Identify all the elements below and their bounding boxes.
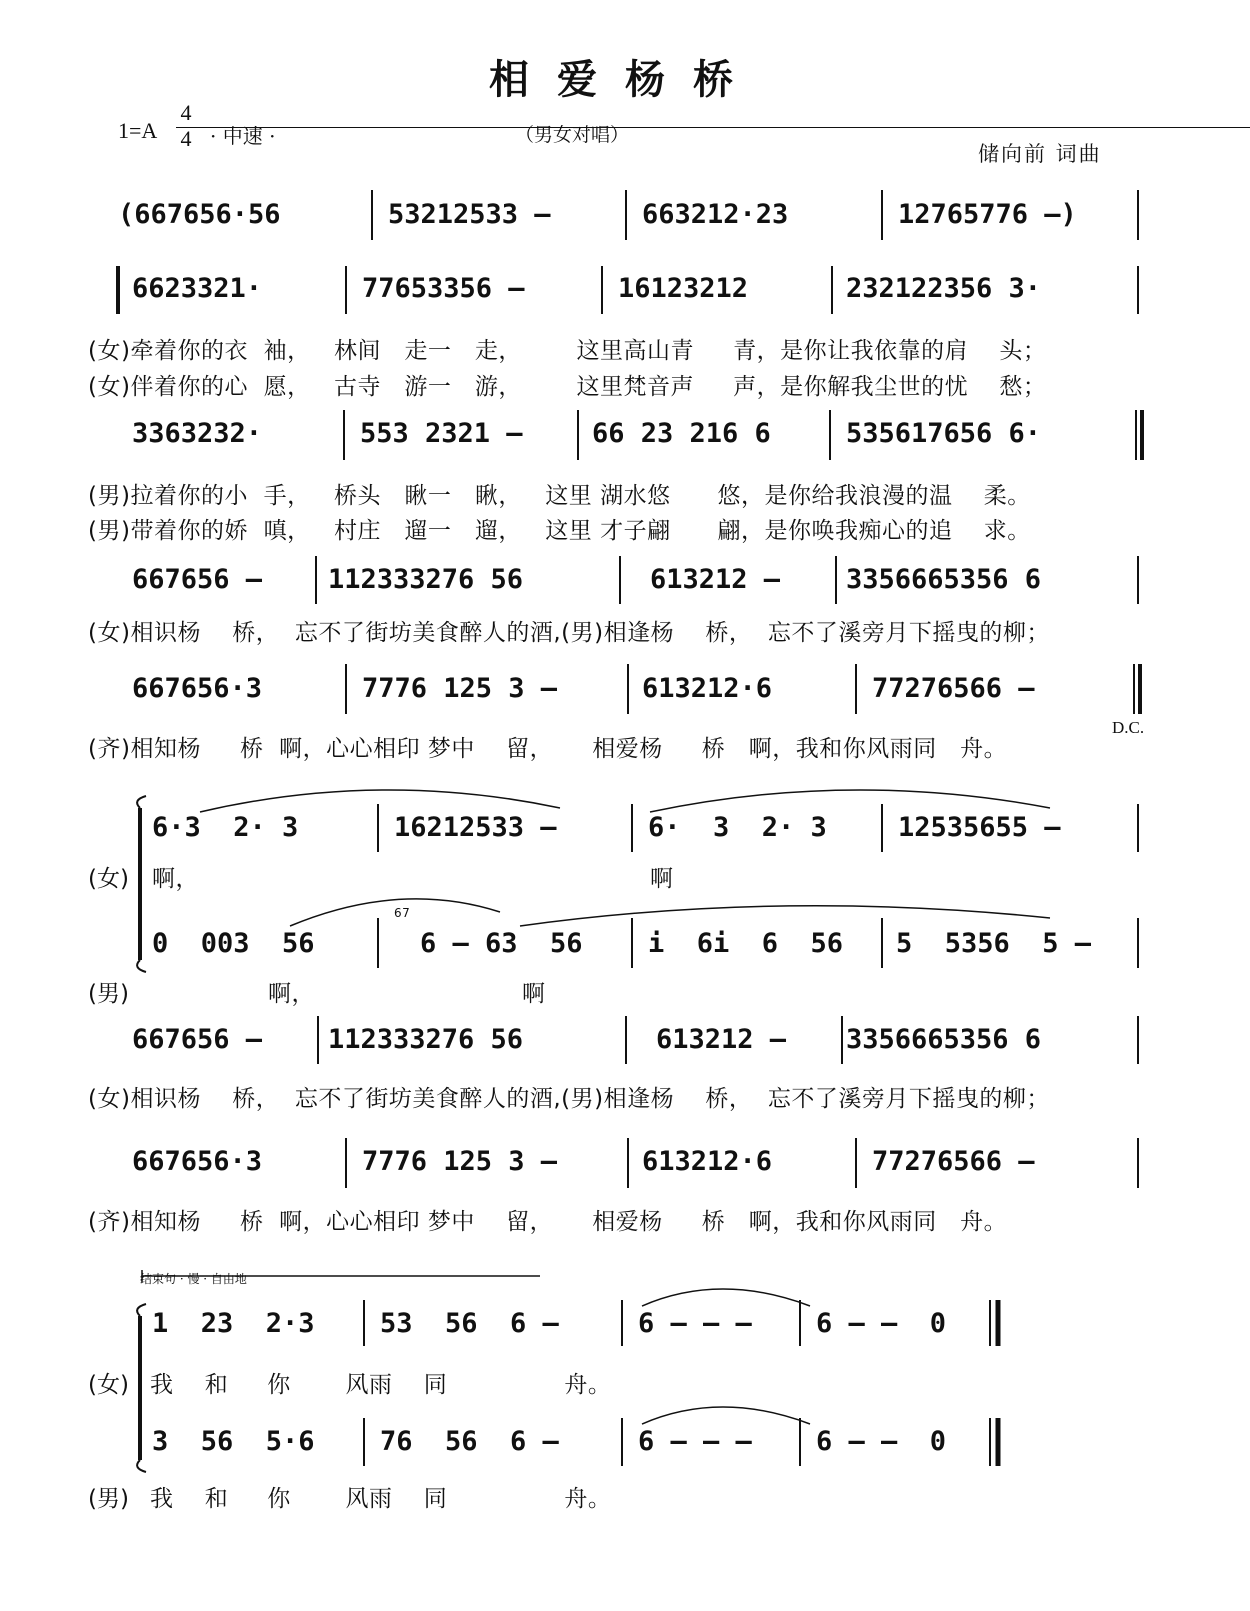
system-7-measure-4: 3356665356 6 — [846, 1024, 1042, 1055]
system-4-measure-3: 613212 – — [650, 564, 781, 595]
system-8-lyric: (齐)相知杨 桥 啊，心心相印 梦中 留， 相爱杨 桥 啊，我和你风雨同 舟。 — [88, 1209, 1008, 1235]
system-5-lyric: (齐)相知杨 桥 啊，心心相印 梦中 留， 相爱杨 桥 啊，我和你风雨同 舟。 — [88, 736, 1008, 762]
ending-female-measure-1: 1 23 2·3 — [152, 1308, 315, 1339]
system-5-measure-1: 667656·3 — [132, 673, 263, 704]
system-6-female-lyric-2: 啊 — [650, 866, 674, 892]
system-4-measure-1: 667656 – — [132, 564, 263, 595]
system-6-female-measure-2: 16212533 – — [394, 812, 557, 843]
ending-male-measure-3: 6 – – – — [638, 1426, 752, 1457]
ending-female-measure-3: 6 – – – — [638, 1308, 752, 1339]
male-label: (男) — [88, 981, 129, 1007]
dc-marking: D.C. — [1112, 718, 1145, 737]
system-6-female-measure-4: 12535655 – — [898, 812, 1061, 843]
system-3-measure-2: 553 2321 – — [360, 418, 523, 449]
system-3-measure-1: 3363232· — [132, 418, 263, 449]
system-7-measure-3: 613212 – — [656, 1024, 787, 1055]
system-6-male-lyric-2: 啊 — [522, 981, 546, 1007]
system-6-female-measure-3: 6· 3 2· 3 — [648, 812, 827, 843]
system-7-measure-2: 112333276 56 — [328, 1024, 524, 1055]
system-5-measure-4: 77276566 – — [872, 673, 1035, 704]
ending-female-measure-4: 6 – – 0 — [816, 1308, 947, 1339]
system-3-lyric-verse-1: (男)拉着你的小 手， 桥头 瞅一 瞅， 这里 湖水悠 悠，是你给我浪漫的温 柔。 — [88, 483, 1031, 509]
ending-male-measure-2: 76 56 6 – — [380, 1426, 559, 1457]
ending-female-label: (女) — [88, 1372, 129, 1398]
system-7-measure-1: 667656 – — [132, 1024, 263, 1055]
system-8-measure-3: 613212·6 — [642, 1146, 773, 1177]
system-7-lyric: (女)相识杨 桥， 忘不了街坊美食醉人的酒,(男)相逢杨 桥， 忘不了溪旁月下摇曳的柳； — [88, 1086, 1050, 1112]
song-title: 相爱杨桥 — [489, 56, 761, 103]
system-1-measure-3: 663212·23 — [642, 199, 789, 230]
system-8-measure-1: 667656·3 — [132, 1146, 263, 1177]
system-2-measure-1: 6623321· — [132, 273, 263, 304]
system-2-measure-2: 77653356 – — [362, 273, 525, 304]
ending-male-measure-1: 3 56 5·6 — [152, 1426, 315, 1457]
key-signature: 1=A — [118, 118, 158, 143]
ending-female-measure-2: 53 56 6 – — [380, 1308, 559, 1339]
ending-male-label: (男) — [88, 1486, 129, 1512]
ending-male-lyric: 我 和 你 风雨 同 舟。 — [150, 1486, 612, 1512]
system-4-lyric: (女)相识杨 桥， 忘不了街坊美食醉人的酒,(男)相逢杨 桥， 忘不了溪旁月下摇曳的柳； — [88, 620, 1050, 646]
system-4-measure-4: 3356665356 6 — [846, 564, 1042, 595]
time-signature-bottom: 4 — [180, 126, 192, 151]
system-2-measure-3: 16123212 — [618, 273, 749, 304]
system-6-male-measure-3: i 6i 6 56 — [648, 928, 844, 959]
grace-note: 67 — [394, 906, 411, 920]
system-4-measure-2: 112333276 56 — [328, 564, 524, 595]
subtitle: （男女对唱） — [515, 124, 630, 146]
system-1-measure-4: 12765776 –) — [898, 199, 1077, 230]
system-2-measure-4: 232122356 3· — [846, 273, 1042, 304]
system-1-measure-1: (667656·56 — [118, 199, 281, 230]
system-8-measure-2: 7776 125 3 – — [362, 1146, 558, 1177]
system-5-measure-2: 7776 125 3 – — [362, 673, 558, 704]
ending-male-measure-4: 6 – – 0 — [816, 1426, 947, 1457]
system-5-measure-3: 613212·6 — [642, 673, 773, 704]
system-6-male-lyric-1: 啊， — [268, 981, 315, 1007]
system-1-measure-2: 53212533 – — [388, 199, 551, 230]
system-3-measure-3: 66 23 216 6 — [592, 418, 771, 449]
system-6-male-measure-1: 0 003 56 — [152, 928, 315, 959]
tempo-marking: · 中速 · — [210, 124, 276, 148]
time-signature-top: 4 — [180, 100, 192, 125]
author-credit: 储向前 词曲 — [978, 142, 1102, 166]
system-2-lyric-verse-1: (女)牵着你的衣 袖， 林间 走一 走， 这里高山青 青，是你让我依靠的肩 头； — [88, 338, 1047, 364]
system-6-male-measure-2: 6 – 63 56 — [420, 928, 583, 959]
system-3-measure-4: 535617656 6· — [846, 418, 1042, 449]
system-2-lyric-verse-2: (女)伴着你的心 愿， 古寺 游一 游， 这里梵音声 声，是你解我尘世的忧 愁； — [88, 374, 1047, 400]
system-8-measure-4: 77276566 – — [872, 1146, 1035, 1177]
system-3-lyric-verse-2: (男)带着你的娇 嗔， 村庄 遛一 遛， 这里 才子翩 翩，是你唤我痴心的追 求。 — [88, 518, 1031, 544]
system-6-female-lyric-1: 啊， — [152, 866, 199, 892]
female-label: (女) — [88, 866, 129, 892]
ending-female-lyric: 我 和 你 风雨 同 舟。 — [150, 1372, 612, 1398]
ending-marking: 结束句 · 慢 · 自由地 — [140, 1272, 247, 1286]
system-6-male-measure-4: 5 5356 5 – — [896, 928, 1092, 959]
system-6-female-measure-1: 6·3 2· 3 — [152, 812, 299, 843]
